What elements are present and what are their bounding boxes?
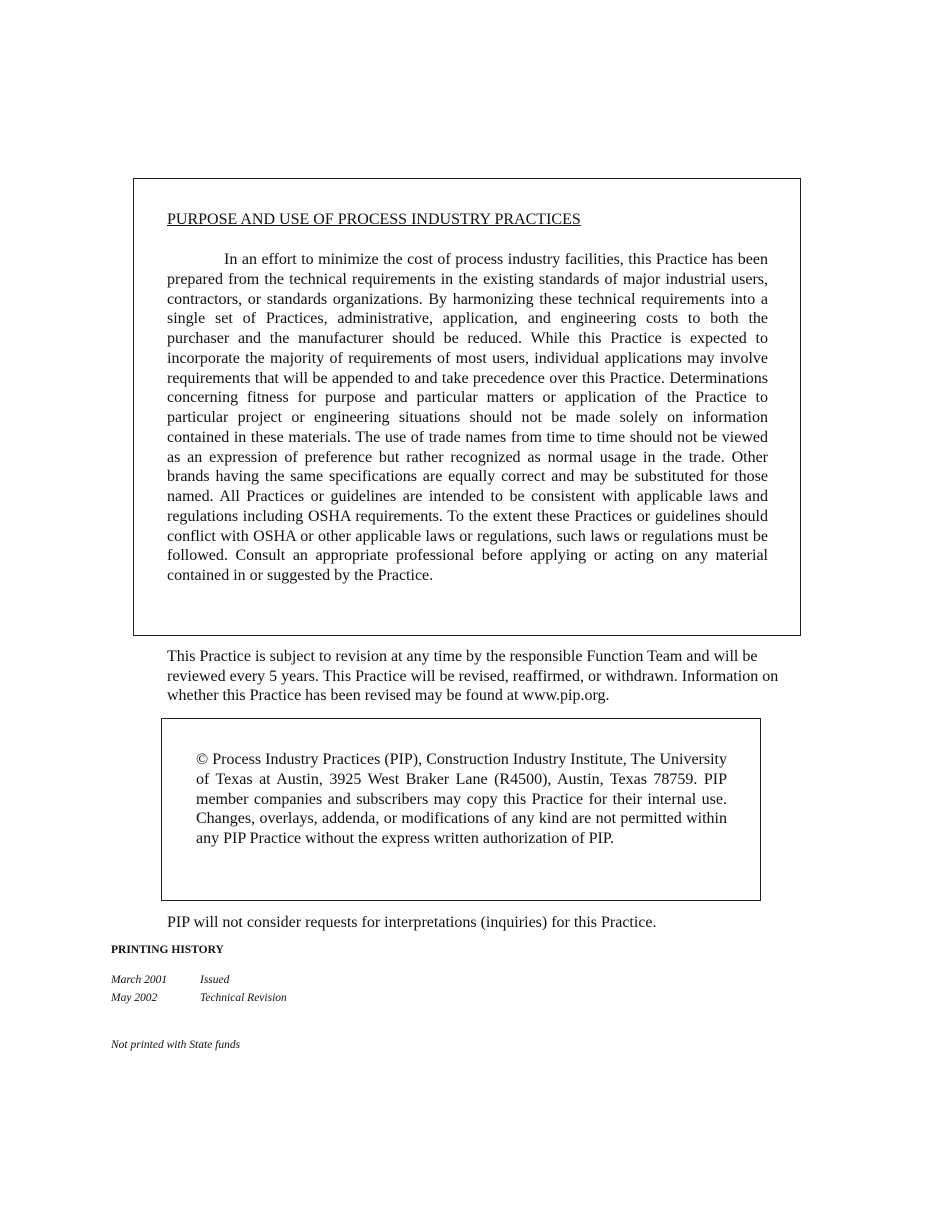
history-event: Issued bbox=[200, 974, 230, 986]
history-date: March 2001 bbox=[111, 974, 168, 986]
purpose-paragraph: In an effort to minimize the cost of process industry facilities, this Practice has been prepared from the technical requirements in the existing standards of major industrial users, contractors, or standards organizations. By harmonizing these technical requirements into a single set of Practices, administrative, application, and engineering costs to both the purchaser and the manufacturer should be reduced. While this Practice is expected to incorporate the majority of requirements of most users, individual applications may involve requirements that will be appended to and take precedence over this Practice. Determinations concerning fitness for purpose and particular matters or application of the Practice to particular project or engineering situations should not be made solely on information contained in these materials. The use of trade names from time to time should not be viewed as an expression of preference but rather recognized as normal usage in the trade. Other brands having the same specifications are equally correct and may be substituted for those named. All Practices or guidelines are intended to be consistent with applicable laws and regulations including OSHA requirements. To the extent these Practices or guidelines should conflict with OSHA or other applicable laws or regulations, such laws or regulations must be followed. Consult an appropriate professional before applying or acting on any material contained in or suggested by the Practice. bbox=[167, 251, 768, 584]
revision-note: This Practice is subject to revision at any time by the responsible Function Team and will be reviewed every 5 years. This Practice will be revised, reaffirmed, or withdrawn. Information on whether this Practice has been revised may be found at www.pip.org. bbox=[167, 648, 779, 704]
inquiry-note: PIP will not consider requests for interpretations (inquiries) for this Practice. bbox=[167, 914, 657, 931]
printing-history-heading: PRINTING HISTORY bbox=[111, 944, 224, 956]
printing-history-entry bbox=[111, 972, 229, 988]
copyright-notice: © Process Industry Practices (PIP), Construction Industry Institute, The University of Texas at Austin, 3925 West Braker Lane (R4500), Austin, Texas 78759. PIP member companies and subscribers may copy this Practice for their internal use. Changes, overlays, addenda, or modifications of any kind are not permitted within any PIP Practice without the express written authorization of PIP. bbox=[196, 751, 727, 847]
purpose-title: PURPOSE AND USE OF PROCESS INDUSTRY PRACTICES bbox=[167, 211, 581, 228]
printing-history-entry bbox=[111, 990, 287, 1006]
funding-note: Not printed with State funds bbox=[111, 1039, 241, 1051]
history-event: Technical Revision bbox=[200, 992, 287, 1004]
history-date: May 2002 bbox=[111, 992, 158, 1004]
